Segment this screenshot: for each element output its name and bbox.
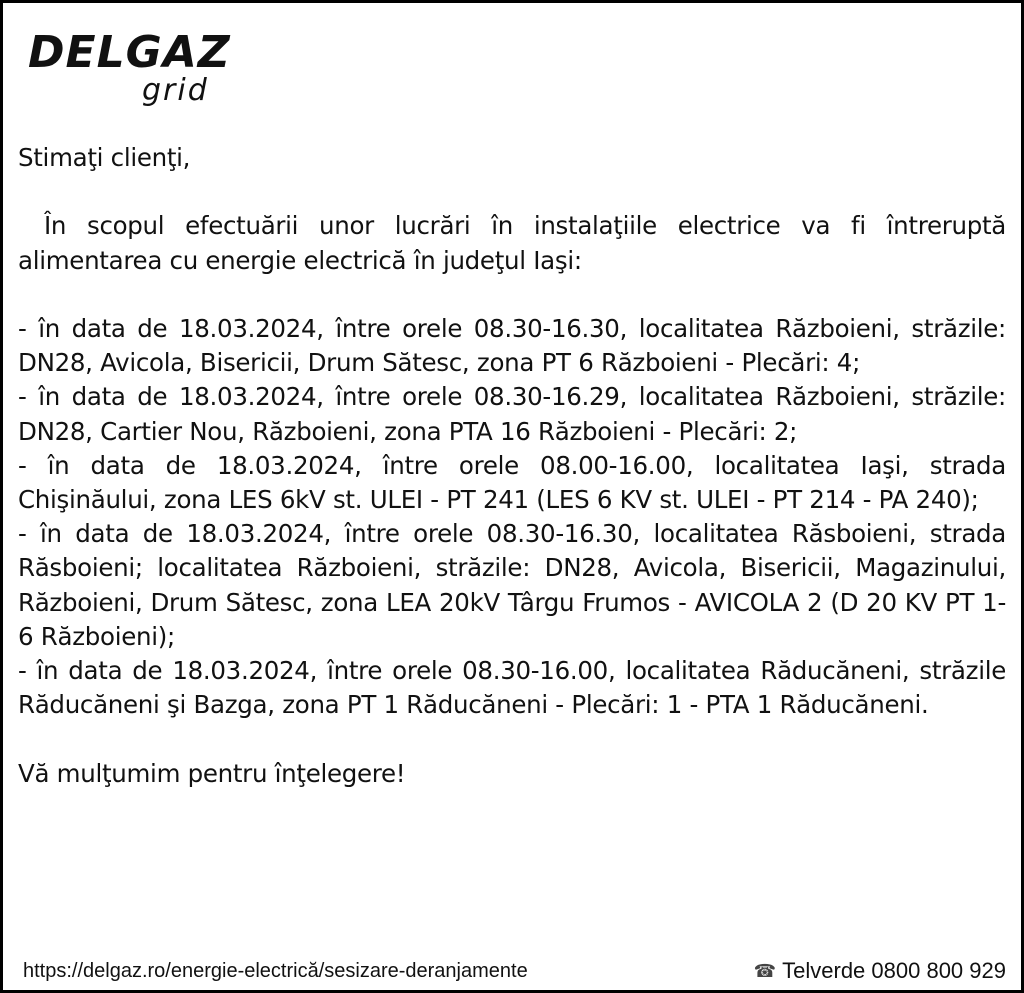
hotline-text: Telverde 0800 800 929 — [782, 958, 1006, 983]
delgaz-grid-logo — [28, 27, 231, 109]
outage-item: - în data de 18.03.2024, între orele 08.30-16.29, localitatea Războieni, străzile: DN28, Cartier Nou, Războieni, zona PTA 16 Războieni - Plecări: 2; — [18, 382, 1006, 446]
logo-sub-text: grid — [142, 73, 209, 108]
intro-paragraph: În scopul efectuării unor lucrări în instalaţiile electrice va fi întreruptă alimentarea cu energie electrică în judeţul Iaşi: — [18, 211, 1006, 275]
notice-body — [18, 141, 1006, 791]
greeting: Stimaţi clienţi, — [18, 143, 191, 172]
hotline — [754, 958, 1006, 984]
outage-item: - în data de 18.03.2024, între orele 08.30-16.30, localitatea Războieni, străzile: DN28, Avicola, Bisericii, Drum Sătesc, zona PT 6 Războieni - Plecări: 4; — [18, 313, 1006, 378]
closing-line: Vă mulţumim pentru înţelegere! — [18, 758, 406, 788]
spacer — [18, 278, 1006, 312]
logo-brand-text: DELGAZ — [28, 27, 231, 78]
outage-item: - în data de 18.03.2024, între orele 08.30-16.30, localitatea Răsboieni, strada Răsboieni; localitatea Războieni, străzile: DN28, Avicola, Bisericii, Magazinului, Războieni, Drum Sătesc, zona LEA 20kV Târgu Frumos - AVICOLA 2 (D 20 KV PT 1-6 Războieni); — [18, 519, 1006, 651]
spacer — [18, 722, 1006, 756]
spacer — [18, 175, 1006, 209]
outage-item: - în data de 18.03.2024, între orele 08.00-16.00, localitatea Iaşi, strada Chişinăului, zona LES 6kV st. ULEI - PT 241 (LES 6 KV st. ULEI - PT 214 - PA 240); — [18, 450, 1006, 514]
telephone-icon: ☎ — [753, 961, 777, 981]
report-fault-link[interactable]: https://delgaz.ro/energie-electrică/sesizare-deranjamente — [23, 960, 528, 982]
outage-item: - în data de 18.03.2024, între orele 08.30-16.00, localitatea Răducăneni, străzile Răducăneni şi Bazga, zona PT 1 Răducăneni - Plecări: 1 - PTA 1 Răducăneni. — [18, 656, 1006, 720]
